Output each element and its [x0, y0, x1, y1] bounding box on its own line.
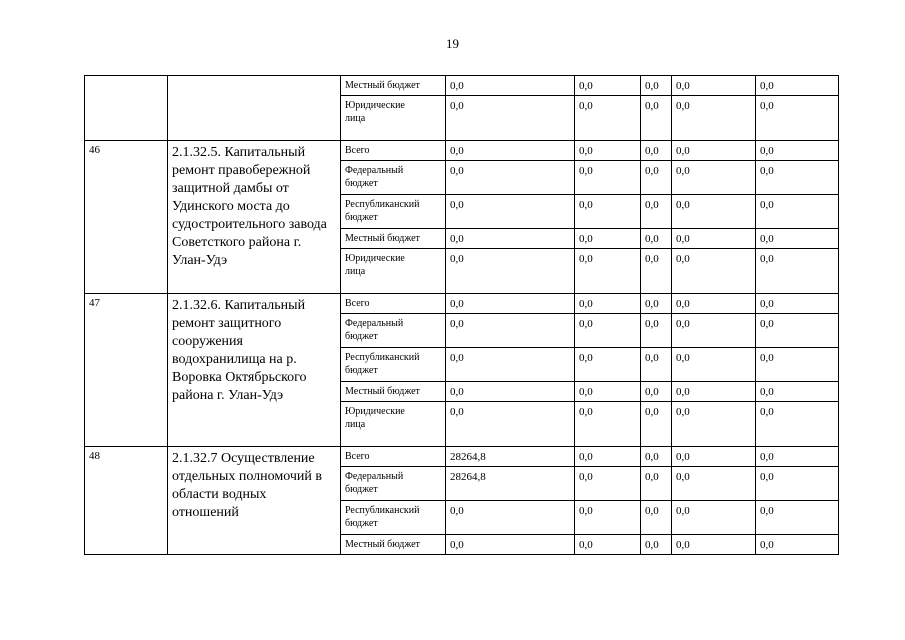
value-cell: 0,0: [575, 141, 641, 161]
value-cell: 0,0: [756, 229, 839, 249]
value-cell: 0,0: [641, 96, 672, 141]
value-cell: 0,0: [446, 249, 575, 294]
value-cell: 0,0: [575, 76, 641, 96]
value-cell: 0,0: [672, 161, 756, 195]
value-cell: 0,0: [575, 467, 641, 501]
value-cell: 0,0: [446, 195, 575, 229]
budget-source: Местный бюджет: [341, 229, 446, 249]
value-cell: 0,0: [641, 447, 672, 467]
value-cell: 0,0: [756, 195, 839, 229]
budget-source: Республиканский бюджет: [341, 501, 446, 535]
value-cell: 0,0: [446, 141, 575, 161]
budget-source: Федеральный бюджет: [341, 161, 446, 195]
budget-source: Федеральный бюджет: [341, 314, 446, 348]
value-cell: 0,0: [756, 382, 839, 402]
table-row: [85, 447, 839, 467]
value-cell: 0,0: [575, 348, 641, 382]
value-cell: 0,0: [446, 501, 575, 535]
value-cell: 0,0: [575, 229, 641, 249]
value-cell: 0,0: [641, 229, 672, 249]
value-cell: 0,0: [446, 76, 575, 96]
value-cell: 0,0: [446, 382, 575, 402]
value-cell: 0,0: [672, 467, 756, 501]
value-cell: 0,0: [756, 314, 839, 348]
value-cell: 0,0: [756, 402, 839, 447]
value-cell: 0,0: [756, 161, 839, 195]
value-cell: 0,0: [641, 348, 672, 382]
budget-source: Федеральный бюджет: [341, 467, 446, 501]
budget-source: Юридические лица: [341, 96, 446, 141]
value-cell: 0,0: [641, 249, 672, 294]
value-cell: 0,0: [672, 249, 756, 294]
value-cell: 0,0: [641, 195, 672, 229]
value-cell: 0,0: [446, 294, 575, 314]
value-cell: 0,0: [641, 161, 672, 195]
value-cell: 0,0: [641, 141, 672, 161]
value-cell: 0,0: [672, 76, 756, 96]
budget-source: Юридические лица: [341, 249, 446, 294]
value-cell: 0,0: [672, 447, 756, 467]
value-cell: 0,0: [575, 294, 641, 314]
row-number: 47: [85, 294, 168, 447]
table-row: [85, 76, 839, 96]
measure-title: [168, 76, 341, 141]
value-cell: 0,0: [756, 96, 839, 141]
value-cell: 0,0: [446, 535, 575, 555]
value-cell: 0,0: [756, 535, 839, 555]
value-cell: 28264,8: [446, 467, 575, 501]
value-cell: 0,0: [672, 402, 756, 447]
value-cell: 0,0: [575, 402, 641, 447]
value-cell: 0,0: [641, 382, 672, 402]
value-cell: 0,0: [641, 535, 672, 555]
table-row: [85, 141, 839, 161]
value-cell: 0,0: [672, 501, 756, 535]
value-cell: 0,0: [672, 294, 756, 314]
value-cell: 0,0: [575, 447, 641, 467]
value-cell: 0,0: [575, 382, 641, 402]
budget-source: Всего: [341, 447, 446, 467]
value-cell: 0,0: [446, 314, 575, 348]
value-cell: 0,0: [756, 348, 839, 382]
value-cell: 0,0: [672, 195, 756, 229]
budget-source: Местный бюджет: [341, 382, 446, 402]
value-cell: 0,0: [446, 96, 575, 141]
value-cell: 0,0: [756, 249, 839, 294]
value-cell: 0,0: [575, 501, 641, 535]
value-cell: 0,0: [641, 314, 672, 348]
table-row: [85, 294, 839, 314]
value-cell: 0,0: [756, 467, 839, 501]
row-number: 46: [85, 141, 168, 294]
value-cell: 0,0: [672, 141, 756, 161]
value-cell: 0,0: [756, 294, 839, 314]
value-cell: 0,0: [756, 141, 839, 161]
budget-source: Местный бюджет: [341, 535, 446, 555]
value-cell: 0,0: [446, 229, 575, 249]
value-cell: 0,0: [641, 294, 672, 314]
value-cell: 0,0: [756, 76, 839, 96]
measure-title: 2.1.32.6. Капитальный ремонт защитного сооружения водохранилища на р. Воровка Октябрьского района г. Улан-Удэ: [168, 294, 341, 447]
value-cell: 0,0: [575, 96, 641, 141]
measure-title: 2.1.32.5. Капитальный ремонт правобережной защитной дамбы от Удинского моста до судостроительного завода Советсткого района г. Улан-Удэ: [168, 141, 341, 294]
value-cell: 0,0: [446, 402, 575, 447]
value-cell: 0,0: [672, 96, 756, 141]
value-cell: 0,0: [575, 535, 641, 555]
value-cell: 0,0: [672, 314, 756, 348]
row-number: [85, 76, 168, 141]
value-cell: 0,0: [672, 348, 756, 382]
budget-table: [84, 75, 839, 555]
value-cell: 0,0: [575, 161, 641, 195]
value-cell: 0,0: [641, 76, 672, 96]
value-cell: 0,0: [575, 314, 641, 348]
value-cell: 0,0: [446, 161, 575, 195]
budget-source: Местный бюджет: [341, 76, 446, 96]
value-cell: 0,0: [641, 467, 672, 501]
value-cell: 0,0: [756, 501, 839, 535]
value-cell: 0,0: [575, 249, 641, 294]
budget-source: Республиканский бюджет: [341, 195, 446, 229]
value-cell: 0,0: [672, 229, 756, 249]
budget-source: Республиканский бюджет: [341, 348, 446, 382]
value-cell: 0,0: [672, 535, 756, 555]
value-cell: 0,0: [672, 382, 756, 402]
budget-source: Всего: [341, 141, 446, 161]
value-cell: 0,0: [756, 447, 839, 467]
value-cell: 0,0: [641, 402, 672, 447]
value-cell: 0,0: [446, 348, 575, 382]
measure-title: 2.1.32.7 Осуществление отдельных полномочий в области водных отношений: [168, 447, 341, 555]
value-cell: 28264,8: [446, 447, 575, 467]
value-cell: 0,0: [641, 501, 672, 535]
value-cell: 0,0: [575, 195, 641, 229]
page-number: 19: [446, 36, 459, 51]
budget-source: Юридические лица: [341, 402, 446, 447]
row-number: 48: [85, 447, 168, 555]
budget-source: Всего: [341, 294, 446, 314]
table-body: [85, 76, 839, 555]
